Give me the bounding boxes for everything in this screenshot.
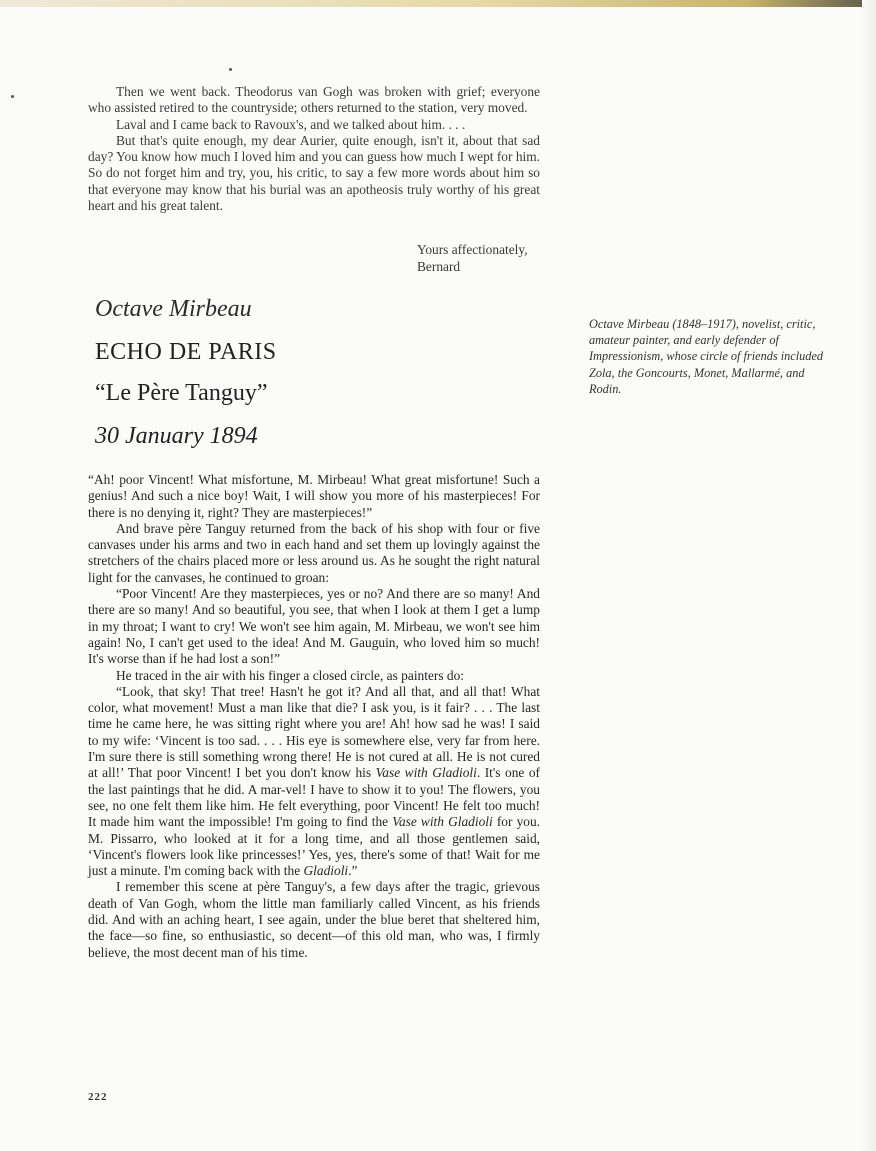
- text-run: . It's one of the last paintings that he did. A mar-vel! I have to show it to you! The flowers, you see, no one felt them like him. He felt everything, poor Vincent! He felt too much! It made him want the impossible! I'm going to find the: [88, 765, 540, 830]
- text-run: “Look, that sky! That tree! Hasn't he got it? And all that, and all that! What color, what movement! Must a man like that die? I ask you, is it fair? . . . The last time he came here, he was sitting right where you are! Ah! how sad he was! I said to my wife: ‘Vincent is too sad. . . . His eye is somewhere else, very far from here. I'm sure there is still something wrong there! He is not cured at all. He is not cured at all!’ That poor Vincent! I bet you don't know his: [88, 683, 540, 781]
- article-paragraph: He traced in the air with his finger a closed circle, as painters do:: [116, 667, 465, 683]
- text-run: .”: [348, 863, 358, 879]
- closing-salutation: Yours affectionately,: [417, 242, 528, 257]
- page-number: 222: [88, 1091, 108, 1103]
- article-paragraph: [88, 684, 540, 880]
- scan-top-edge: [0, 0, 876, 7]
- scan-right-edge: [862, 0, 876, 1151]
- article-paragraph: I remember this scene at père Tanguy's, a few days after the tragic, grievous death of Van Gogh, whom the little man familiarly called Vincent, as his friends did. And with an aching heart, I see again, under the blue beret that sheltered him, the face—so fine, so enthusiastic, so decent—of this old man, who was, I firmly believe, the most decent man of his time.: [88, 879, 540, 960]
- article-paragraph: “Poor Vincent! Are they masterpieces, yes or no? And there are so many! And there are so many! And so beautiful, you see, that when I look at them I get a lump in my throat; I want to cry! We won't see him again, M. Mirbeau, we won't see him again! No, I can't get used to the idea! And M. Gauguin, who loved him so much! It's worse than if he had lost a son!”: [88, 586, 540, 667]
- scan-speck: [229, 68, 232, 71]
- text-run: for you. M. Pissarro, who looked at it for a long time, and all those gentlemen said, ‘Vincent's flowers look like princesses!’ Yes, yes, there's some of that! Wait for me just a minute. I'm coming back with the: [88, 814, 541, 879]
- letter-paragraph: Then we went back. Theodorus van Gogh was broken with grief; everyone who assisted retired to the countryside; others returned to the station, very moved.: [88, 84, 540, 116]
- artwork-title: Vase with Gladioli: [375, 765, 477, 781]
- closing-signature: Bernard: [417, 259, 461, 274]
- section-author: Octave Mirbeau: [95, 296, 252, 322]
- letter-closing: [417, 241, 528, 275]
- artwork-title: Vase with Gladioli: [392, 814, 493, 830]
- section-date: 30 January 1894: [95, 423, 258, 449]
- article-paragraph: And brave père Tanguy returned from the back of his shop with four or five canvases under his arms and two in each hand and set them up lovingly against the stretchers of the chairs placed more or less around us. As he sought the right natural light for the canvases, he continued to groan:: [88, 520, 540, 585]
- article-paragraph: “Ah! poor Vincent! What misfortune, M. Mirbeau! What great misfortune! Such a genius! And such a nice boy! Wait, I will show you more of his masterpieces! For there is no denying it, right? They are masterpieces!”: [88, 472, 540, 520]
- author-sidenote: Octave Mirbeau (1848–1917), novelist, critic, amateur painter, and early defender of Impressionism, whose circle of friends included Zola, the Goncourts, Monet, Mallarmé, and Rodin.: [589, 317, 824, 396]
- section-article-title: “Le Père Tanguy”: [95, 380, 268, 406]
- letter-excerpt: [88, 84, 540, 214]
- letter-paragraph: Laval and I came back to Ravoux's, and we talked about him. . . .: [116, 116, 466, 132]
- artwork-title: Gladioli: [303, 863, 349, 879]
- scan-speck: [11, 95, 14, 98]
- article-body: [88, 472, 540, 961]
- section-publication: ECHO DE PARIS: [95, 339, 277, 365]
- letter-paragraph: But that's quite enough, my dear Aurier, quite enough, isn't it, about that sad day? You know how much I loved him and you can guess how much I wept for him. So do not forget him and try, you, his critic, to say a few more words about him so that everyone may know that his burial was an apotheosis truly worthy of his great heart and his great talent.: [88, 132, 540, 214]
